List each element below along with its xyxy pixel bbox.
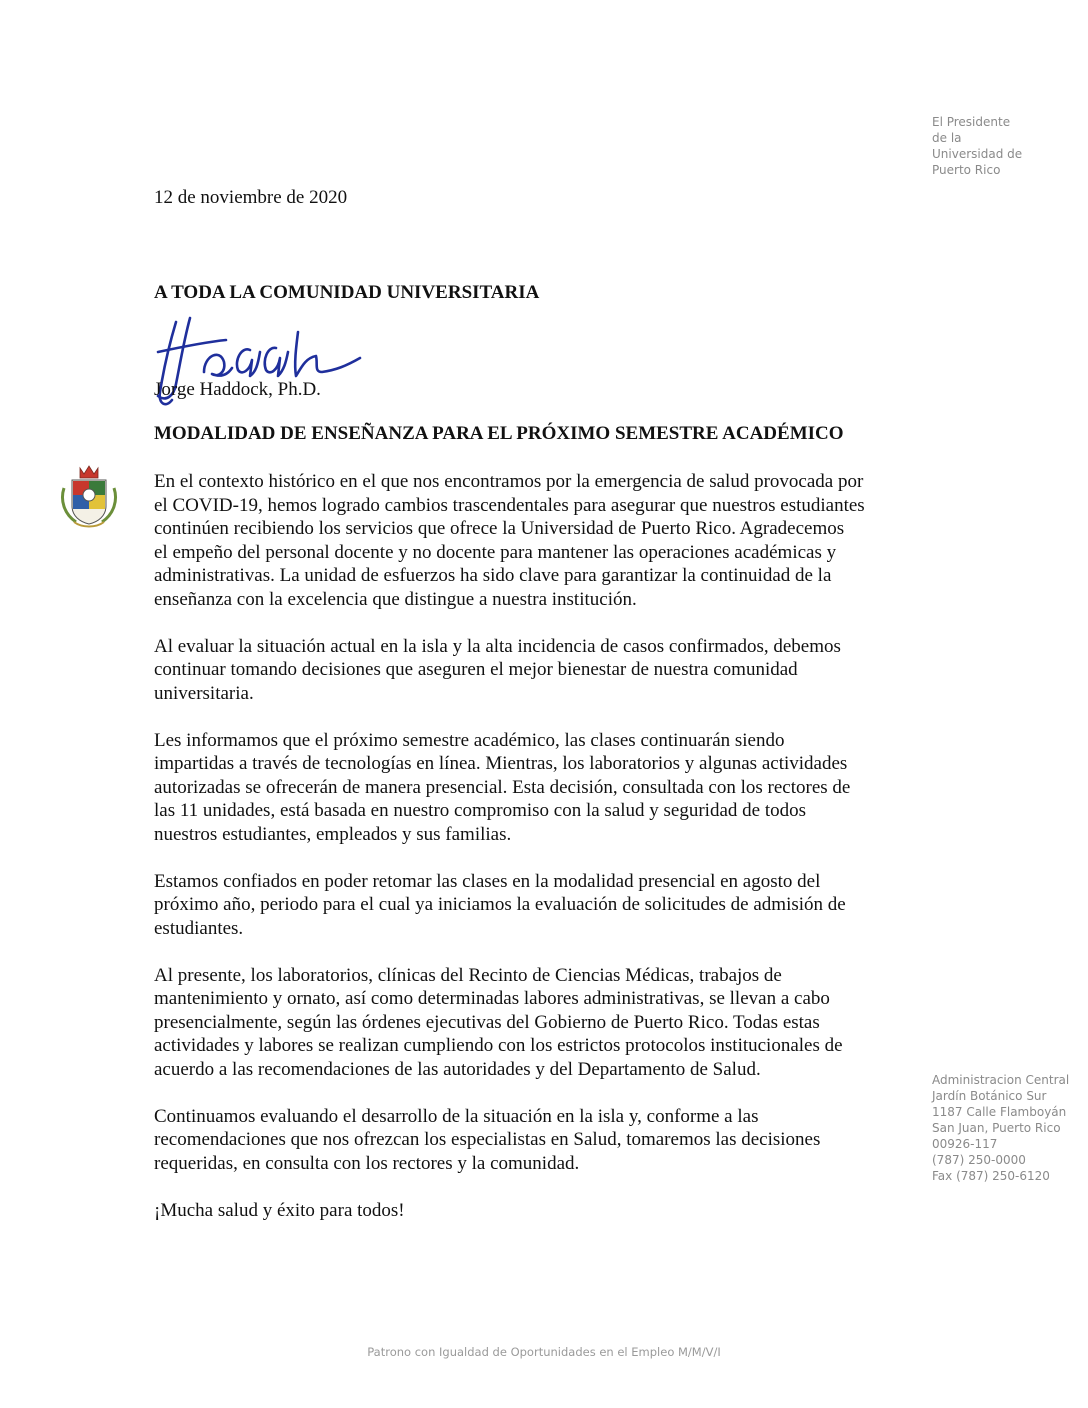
body-paragraph [154, 964, 924, 1082]
signer-name: Jorge Haddock, Ph.D. [154, 379, 321, 400]
university-seal-icon [54, 460, 124, 530]
body-line: estudiantes. [154, 917, 244, 939]
body-line: el COVID-19, hemos logrado cambios trascendentales para asegurar que nuestros estudiantes [154, 494, 865, 516]
letter-recipient: A TODA LA COMUNIDAD UNIVERSITARIA [154, 282, 540, 303]
letter-subject: MODALIDAD DE ENSEÑANZA PARA EL PRÓXIMO SEMESTRE ACADÉMICO [154, 423, 844, 444]
body-line: universitaria. [154, 682, 254, 704]
body-paragraph [154, 729, 924, 847]
body-paragraph [154, 635, 924, 706]
body-line: administrativas. La unidad de esfuerzos ha sido clave para garantizar la continuidad de la [154, 565, 832, 586]
address-line: 00926-117 [932, 1137, 998, 1151]
body-line: impartidas a través de tecnologías en línea. Mientras, los laboratorios y algunas actividades [154, 753, 848, 774]
body-line: nuestros estudiantes, empleados y sus familias. [154, 823, 512, 845]
body-line: Estamos confiados en poder retomar las clases en la modalidad presencial en agosto del [154, 870, 821, 892]
office-line: El Presidente [932, 115, 1011, 129]
body-line: continúen recibiendo los servicios que ofrece la Universidad de Puerto Rico. Agradecemos [154, 518, 845, 539]
body-paragraph [154, 870, 924, 941]
address-line: San Juan, Puerto Rico [932, 1121, 1061, 1135]
office-letterhead [932, 114, 1072, 178]
address-line: Administracion Central [932, 1073, 1070, 1087]
address-line: 1187 Calle Flamboyán [932, 1105, 1067, 1119]
body-line: continuar tomando decisiones que aseguren el mejor bienestar de nuestra comunidad [154, 659, 798, 680]
office-address [932, 1072, 1082, 1184]
body-line: acuerdo a las recomendaciones de las autoridades y del Departamento de Salud. [154, 1058, 761, 1080]
office-line: Puerto Rico [932, 163, 1001, 177]
body-line: autorizadas se ofrecerán de manera presencial. Esta decisión, consultada con los rectores de [154, 776, 851, 798]
body-line: Al evaluar la situación actual en la isla y la alta incidencia de casos confirmados, debemos [154, 635, 841, 657]
address-line: (787) 250-0000 [932, 1153, 1026, 1167]
body-line: Les informamos que el próximo semestre académico, las clases continuarán siendo [154, 729, 785, 751]
address-line: Fax (787) 250-6120 [932, 1169, 1050, 1183]
letter-body [154, 470, 924, 1246]
office-line: de la [932, 131, 962, 145]
body-line: En el contexto histórico en el que nos encontramos por la emergencia de salud provocada por [154, 471, 864, 492]
body-line: enseñanza con la excelencia que distingue a nuestra institución. [154, 588, 637, 610]
body-line: actividades y labores se realizan cumpliendo con los estrictos protocolos institucionales de [154, 1035, 843, 1056]
body-line: Continuamos evaluando el desarrollo de la situación en la isla y, conforme a las [154, 1105, 759, 1127]
body-line: recomendaciones que nos ofrezcan los especialistas en Salud, tomaremos las decisiones [154, 1129, 821, 1150]
body-line: mantenimiento y ornato, así como determinadas labores administrativas, se llevan a cabo [154, 988, 830, 1009]
body-line: presencialmente, según las órdenes ejecutivas del Gobierno de Puerto Rico. Todas estas [154, 1011, 820, 1033]
body-line: las 11 unidades, está basada en nuestro compromiso con la salud y seguridad de todos [154, 800, 807, 821]
footer-equal-opportunity: Patrono con Igualdad de Oportunidades en el Empleo M/M/V/I [367, 1345, 721, 1359]
letter-date: 12 de noviembre de 2020 [154, 187, 348, 208]
office-line: Universidad de [932, 147, 1023, 161]
body-line: Al presente, los laboratorios, clínicas del Recinto de Ciencias Médicas, trabajos de [154, 964, 782, 986]
body-line: requeridas, en consulta con los rectores y la comunidad. [154, 1152, 580, 1174]
body-paragraph [154, 1105, 924, 1176]
body-line: el empeño del personal docente y no docente para mantener las operaciones académicas y [154, 541, 837, 563]
closing-line [154, 1199, 924, 1223]
address-line: Jardín Botánico Sur [932, 1089, 1047, 1103]
body-paragraph [154, 470, 924, 611]
body-line: ¡Mucha salud y éxito para todos! [154, 1199, 405, 1221]
body-line: próximo año, periodo para el cual ya iniciamos la evaluación de solicitudes de admisión de [154, 894, 846, 915]
